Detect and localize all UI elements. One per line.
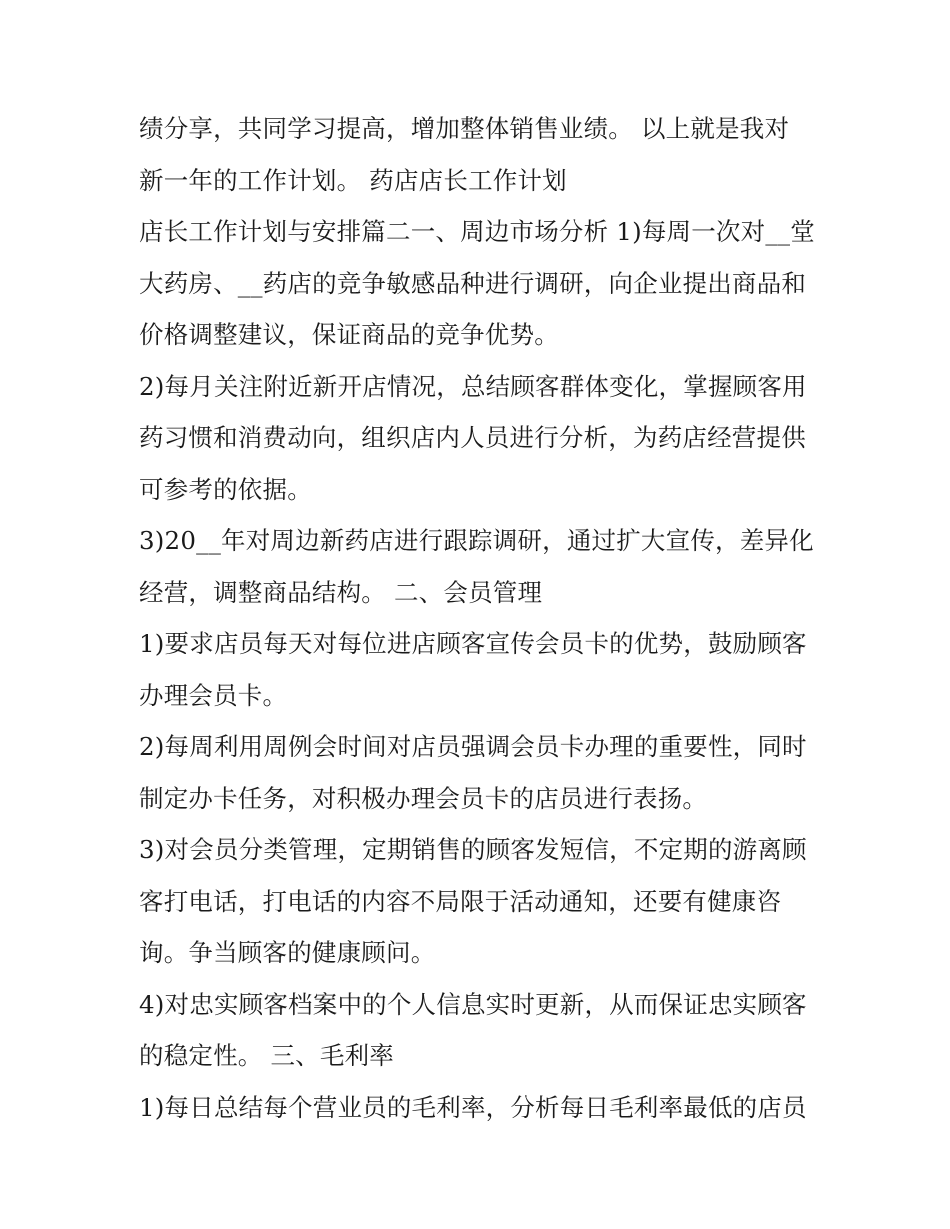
text-line: 办理会员卡。: [139, 680, 288, 710]
text-line: 可参考的依据。: [139, 474, 312, 504]
text-line: 3)对会员分类管理，定期销售的顾客发短信，不定期的游离顾: [139, 835, 807, 864]
text-line: 2)每月关注附近新开店情况，总结顾客群体变化，掌握顾客用: [139, 371, 807, 401]
text-line: 1)要求店员每天对每位进店顾客宣传会员卡的优势，鼓励顾客: [139, 629, 807, 658]
text-line: 绩分享，共同学习提高，增加整体销售业绩。 以上就是我对: [139, 114, 790, 143]
text-line: 的稳定性。 三、毛利率: [139, 1041, 394, 1070]
text-line: 询。争当顾客的健康顾问。: [139, 938, 436, 967]
text-line: 1)每日总结每个营业员的毛利率，分析每日毛利率最低的店员: [139, 1092, 807, 1122]
text-line: 3)20__年对周边新药店进行跟踪调研，通过扩大宣传，差异化: [139, 526, 814, 555]
text-line: 店长工作计划与安排篇二一、周边市场分析 1)每周一次对__堂: [139, 217, 815, 246]
text-line: 新一年的工作计划。 药店店长工作计划: [139, 165, 567, 195]
text-line: 客打电话，打电话的内容不局限于活动通知，还要有健康咨: [139, 886, 782, 916]
text-line: 制定办卡任务，对积极办理会员卡的店员进行表扬。: [139, 783, 708, 813]
text-line: 2)每周利用周例会时间对店员强调会员卡办理的重要性，同时: [139, 732, 807, 761]
text-line: 大药房、__药店的竞争敏感品种进行调研，向企业提出商品和: [139, 268, 807, 298]
text-line: 价格调整建议，保证商品的竞争优势。: [139, 320, 559, 349]
text-line: 4)对忠实顾客档案中的个人信息实时更新，从而保证忠实顾客: [139, 989, 807, 1019]
text-line: 经营，调整商品结构。 二、会员管理: [139, 577, 543, 607]
text-line: 药习惯和消费动向，组织店内人员进行分析，为药店经营提供: [139, 423, 806, 452]
body-text: [139, 103, 819, 1133]
